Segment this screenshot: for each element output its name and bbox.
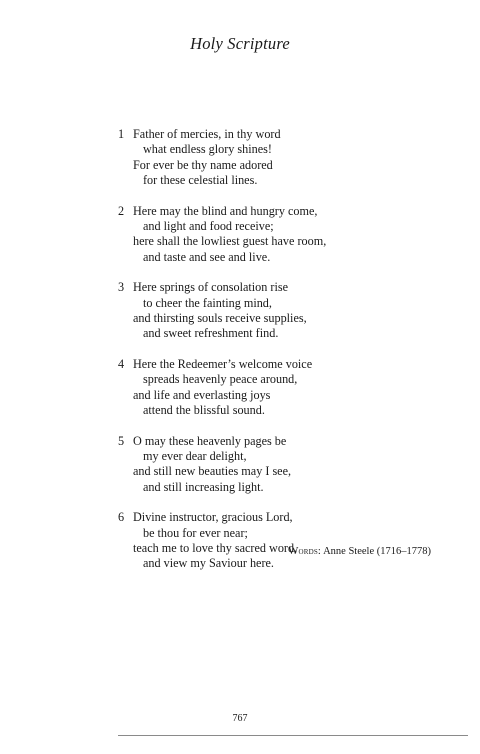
verse-line: O may these heavenly pages be — [133, 433, 287, 448]
verse-line: Here springs of consolation rise — [133, 280, 289, 295]
verse-line: for these celestial lines. — [143, 173, 258, 188]
verse-number: 2 — [118, 203, 125, 218]
verse-line: be thou for ever near; — [143, 525, 248, 540]
verse-line: spreads heavenly peace around, — [143, 372, 298, 387]
bottom-rule — [118, 735, 468, 736]
verse-line: and taste and see and live. — [143, 249, 271, 264]
verse-line: and still increasing light. — [143, 479, 264, 494]
verse-line: For ever be thy name adored — [133, 157, 273, 172]
verse — [118, 127, 418, 189]
verse-lines — [133, 127, 418, 189]
attribution-label: Words: — [288, 546, 322, 557]
verse-line: and view my Saviour here. — [143, 556, 274, 571]
attribution — [288, 546, 431, 557]
verse-line: and still new beauties may I see, — [133, 464, 292, 479]
verse-lines — [133, 510, 418, 572]
attribution-text: Anne Steele (1716–1778) — [323, 546, 431, 557]
page-title: Holy Scripture — [190, 34, 290, 53]
verse-line: here shall the lowliest guest have room, — [133, 234, 327, 249]
verse-number: 1 — [118, 127, 125, 141]
verse-number: 3 — [118, 280, 125, 295]
verse-lines — [133, 204, 418, 266]
verse-number: 5 — [118, 433, 125, 448]
verse-lines — [133, 434, 418, 496]
hymn-text — [118, 127, 418, 587]
verse-line: and light and food receive; — [143, 219, 274, 234]
verse — [118, 510, 418, 572]
verse-lines — [133, 280, 418, 342]
verse-line: attend the blissful sound. — [143, 403, 265, 418]
verse-line: Here the Redeemer’s welcome voice — [133, 356, 313, 371]
verse-lines — [133, 357, 418, 419]
verse-line: and life and everlasting joys — [133, 387, 271, 402]
verse-line: and sweet refreshment find. — [143, 326, 279, 341]
verse-line: Divine instructor, gracious Lord, — [133, 510, 293, 525]
verse-number: 4 — [118, 356, 125, 371]
verse — [118, 204, 418, 266]
verse-number: 6 — [118, 510, 125, 525]
verse-line: my ever dear delight, — [143, 448, 247, 463]
verse-line: what endless glory shines! — [143, 142, 272, 157]
verse-line: teach me to love thy sacred word, — [133, 540, 298, 555]
verse-line: and thirsting souls receive supplies, — [133, 311, 307, 326]
verse — [118, 280, 418, 342]
verse-line: Father of mercies, in thy word — [133, 127, 281, 141]
verse-line: Here may the blind and hungry come, — [133, 203, 318, 218]
verse — [118, 357, 418, 419]
verse — [118, 434, 418, 496]
page-number: 767 — [232, 713, 248, 724]
verse-line: to cheer the fainting mind, — [143, 295, 272, 310]
